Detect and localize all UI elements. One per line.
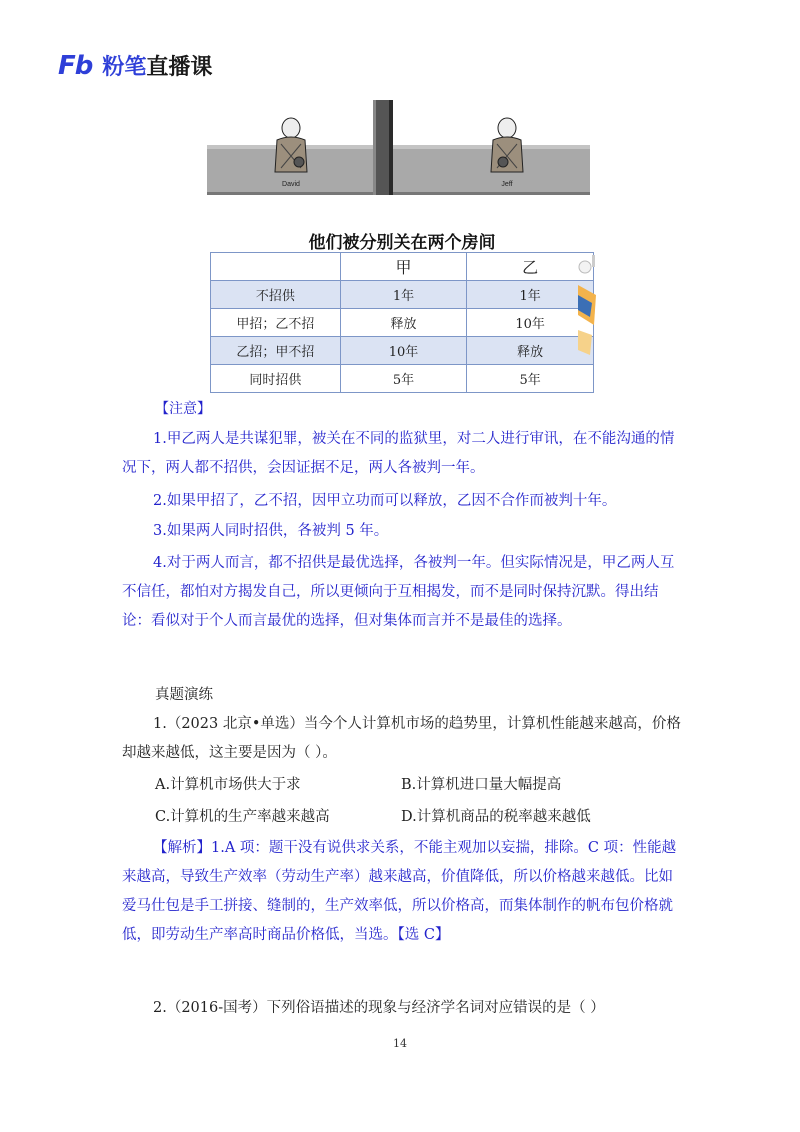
question-1: 1.（2023 北京•单选）当今个人计算机市场的趋势里，计算机性能越来越高，价格却越来越低，这主要是因为（ ）。 <box>122 716 681 761</box>
table-cell: 不招供 <box>211 281 341 309</box>
option-b: B.计算机进口量大幅提高 <box>401 777 562 793</box>
table-title: 他们被分别关在两个房间 <box>308 233 496 253</box>
note-paragraph-4: 4.对于两人而言，都不招供是最优选择，各被判一年。但实际情况是，甲乙两人互不信任，都怕对方揭发自己，所以更倾向于互相揭发，而不是同时保持沉默。得出结论：看似对于个人而言最优的选择，但对集体而言并不是最佳的选择。 <box>122 555 675 629</box>
label-david: David <box>282 181 300 188</box>
note-paragraph-2: 2.如果甲招了，乙不招，因甲立功而可以释放，乙因不合作而被判十年。 <box>153 493 617 509</box>
table-cell: 释放 <box>467 337 594 365</box>
prisoner-jeff-figure <box>491 118 523 172</box>
question-1-analysis: 【解析】1.A 项：题干没有说供求关系，不能主观加以妄揣，排除。C 项：性能越来越高，导致生产效率（劳动生产率）越来越高，价值降低，所以价格越来越低。比如爱马仕包是手工拼接、缝制的，生产效率低，所以价格高，而集体制作的帆布包价格就低，即劳动生产率高时商品价格低，当选。【选 C】 <box>122 840 677 943</box>
table-header-row <box>211 253 594 281</box>
table-cell: 乙招；甲不招 <box>211 337 341 365</box>
brand-name-rest: 直播课 <box>146 55 213 80</box>
question-2: 2.（2016-国考）下列俗语描述的现象与经济学名词对应错误的是（ ） <box>153 1000 605 1016</box>
note-paragraph-3: 3.如果两人同时招供，各被判 5 年。 <box>153 523 389 539</box>
option-a: A.计算机市场供大于求 <box>155 777 301 793</box>
option-d: D.计算机商品的税率越来越低 <box>401 809 591 825</box>
decorative-sticker-icon <box>578 255 608 380</box>
question-1-options-row-1 <box>155 773 675 794</box>
label-jeff: Jeff <box>501 181 513 188</box>
table-cell: 1年 <box>340 281 467 309</box>
table-header-jia: 甲 <box>340 253 467 281</box>
payoff-table <box>210 252 594 393</box>
table-row <box>211 337 594 365</box>
table-row <box>211 365 594 393</box>
page-number: 14 <box>393 1037 407 1050</box>
table-cell: 释放 <box>340 309 467 337</box>
brand-name <box>102 50 212 81</box>
table-row <box>211 309 594 337</box>
brand-name-accent: 粉笔 <box>102 55 147 80</box>
option-c: C.计算机的生产率越来越高 <box>155 809 330 825</box>
question-1-options-row-2 <box>155 805 675 826</box>
table-cell: 甲招；乙不招 <box>211 309 341 337</box>
brand-mark: Fb <box>58 50 93 81</box>
table-cell: 5年 <box>467 365 594 393</box>
table-cell: 10年 <box>340 337 467 365</box>
practice-heading: 真题演练 <box>155 687 213 703</box>
table-cell: 5年 <box>340 365 467 393</box>
table-row <box>211 281 594 309</box>
prisoners-illustration <box>207 100 590 195</box>
table-header-corner <box>211 253 341 281</box>
prisoner-david-figure <box>275 118 307 172</box>
note-heading: 【注意】 <box>155 401 211 417</box>
table-header-yi: 乙 <box>467 253 594 281</box>
table-cell: 1年 <box>467 281 594 309</box>
brand-logo <box>58 50 212 81</box>
table-cell: 10年 <box>467 309 594 337</box>
note-paragraph-1: 1.甲乙两人是共谋犯罪，被关在不同的监狱里，对二人进行审讯，在不能沟通的情况下，两人都不招供，会因证据不足，两人各被判一年。 <box>122 431 675 476</box>
table-cell: 同时招供 <box>211 365 341 393</box>
